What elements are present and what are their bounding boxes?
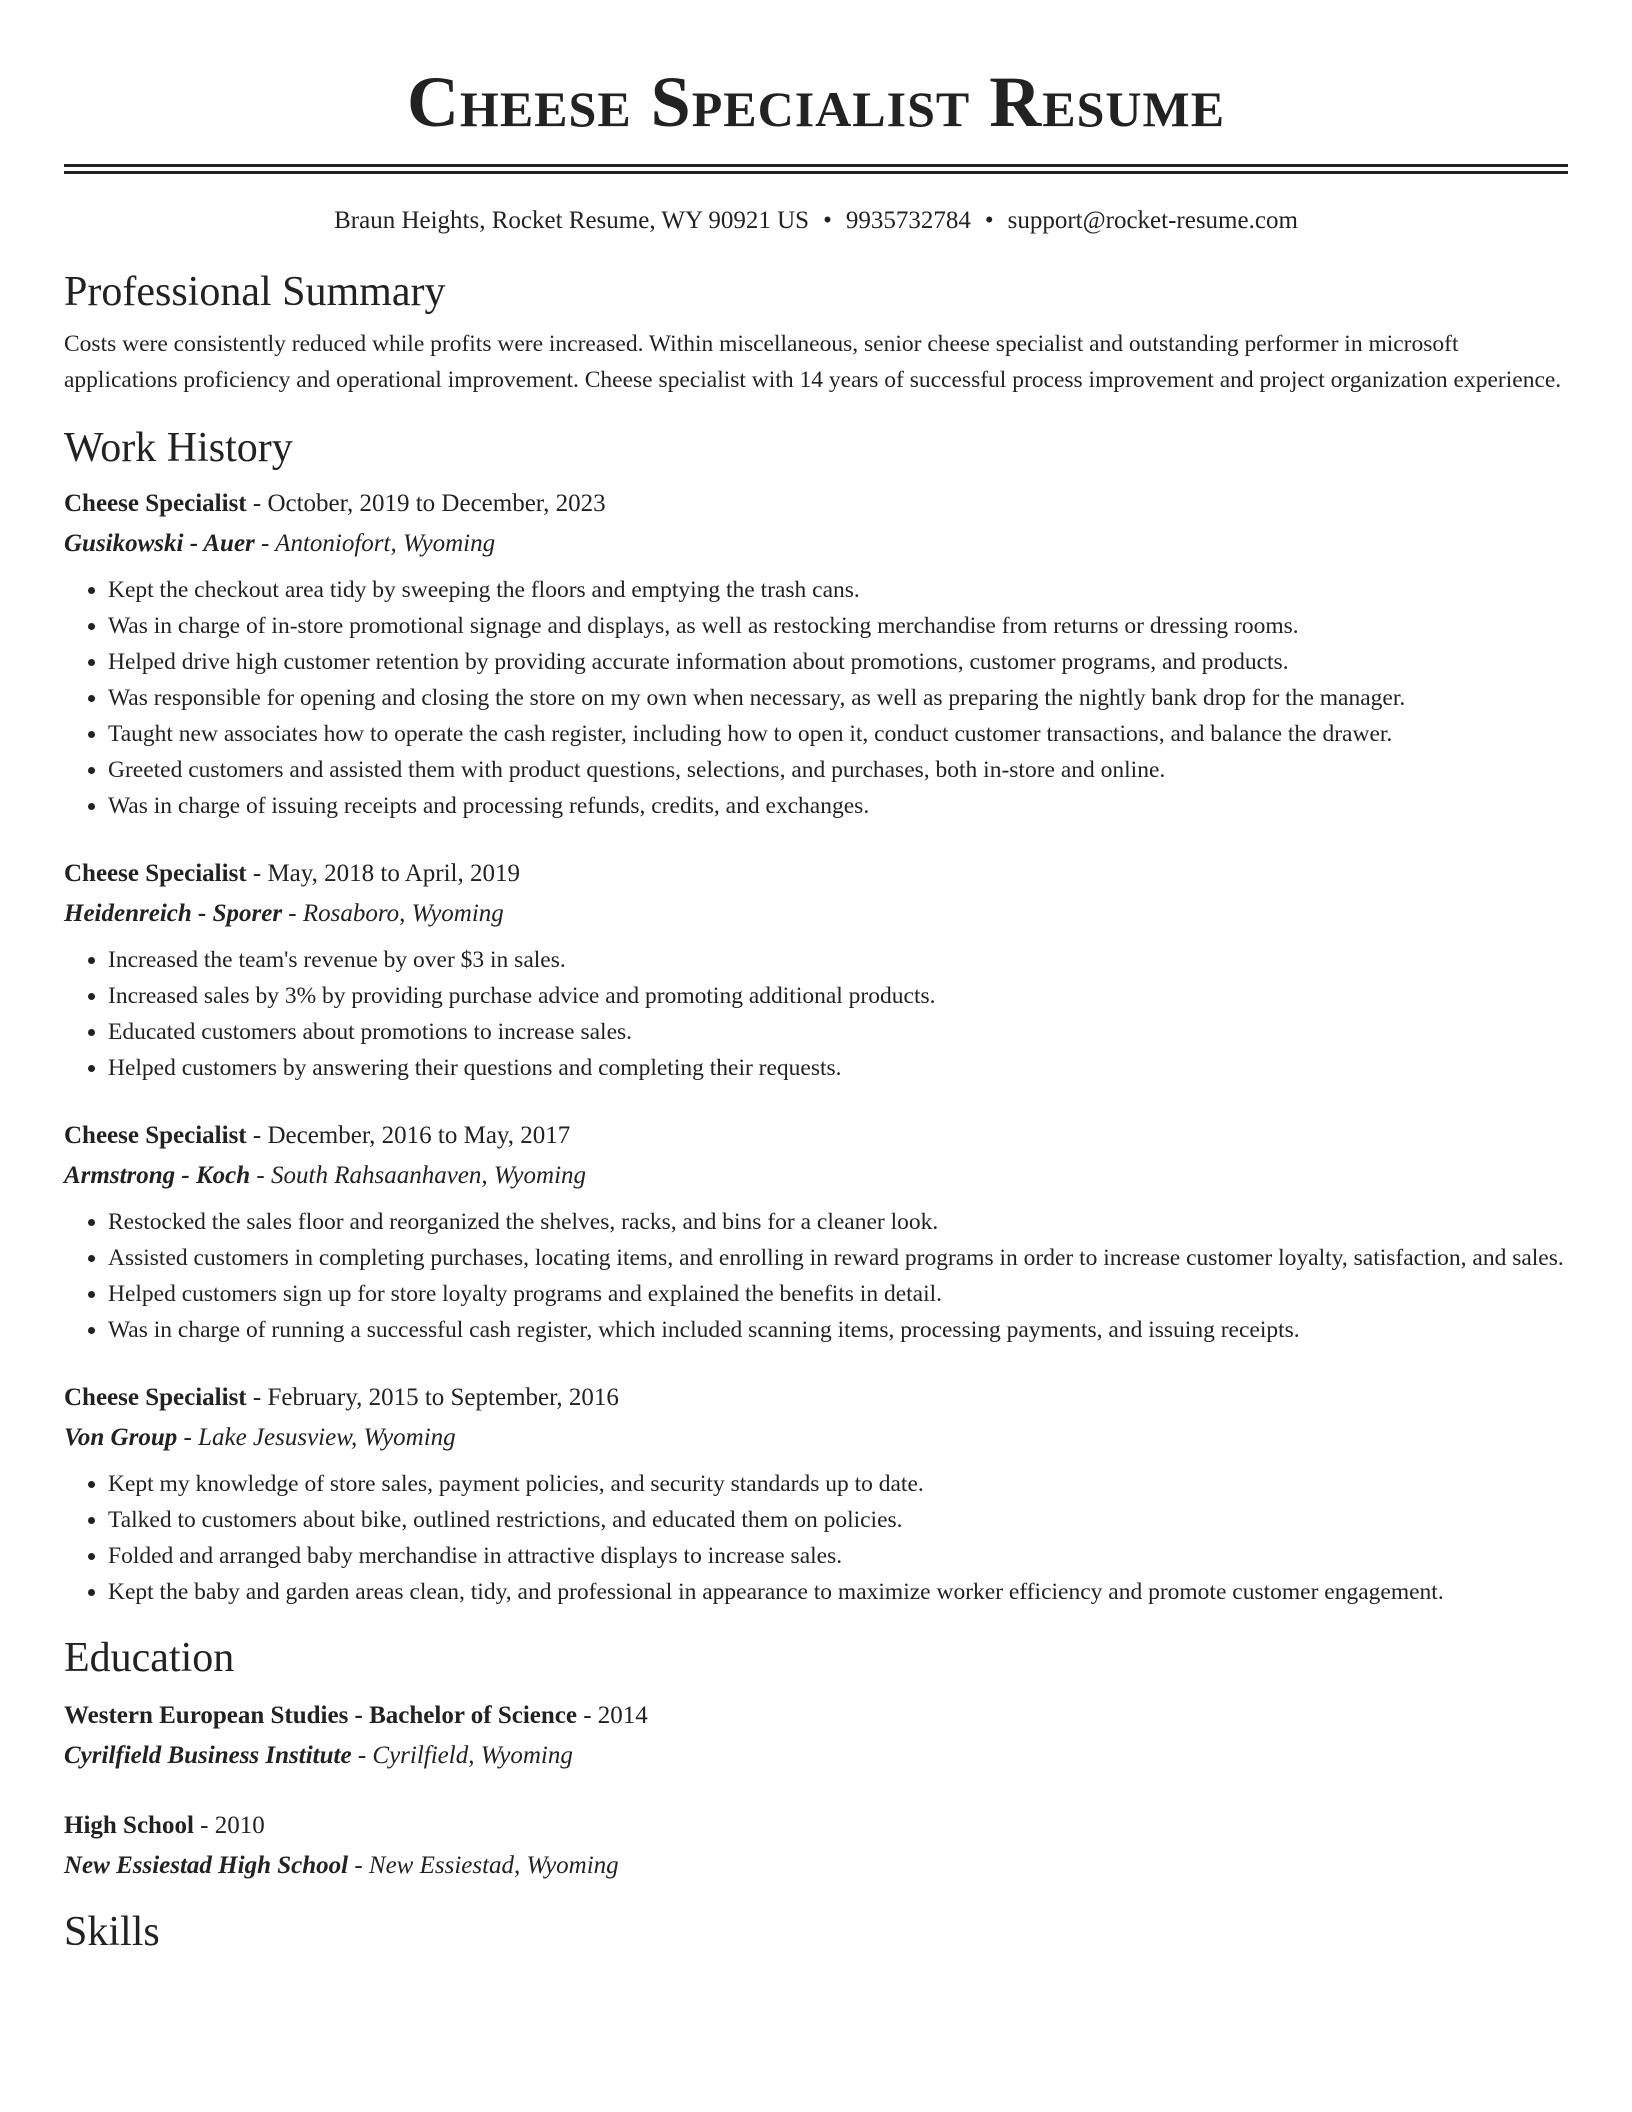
education-school-line: Cyrilfield Business Institute - Cyrilfield, Wyoming xyxy=(64,1742,573,1769)
summary-text: Costs were consistently reduced while profits were increased. Within miscellaneous, senior cheese specialist and outstanding performer in microsoft applications proficiency and operational improvement. Cheese specialist with 14 years of successful process improvement and project organization experience. xyxy=(64,331,1562,393)
list-item: • Talked to customers about bike, outlined restrictions, and educated them on policies. xyxy=(108,1502,1568,1538)
contact-separator: • xyxy=(823,207,832,234)
list-item: • Helped drive high customer retention by providing accurate information about promotions, customer programs, and products. xyxy=(108,644,1568,680)
resume-title: Cheese Specialist Resume xyxy=(406,62,1226,142)
contact-separator: • xyxy=(984,207,994,234)
title-divider xyxy=(64,164,1568,174)
list-item: • Increased sales by 3% by providing purchase advice and promoting additional products. xyxy=(108,978,1568,1014)
job-title: Cheese Specialist xyxy=(64,1384,247,1411)
job-entry xyxy=(64,1116,1568,1348)
job-location: Lake Jesusview, Wyoming xyxy=(198,1424,456,1451)
list-item: • Assisted customers in completing purchases, locating items, and enrolling in reward programs in order to increase customer loyalty, satisfaction, and sales. xyxy=(108,1240,1568,1276)
job-location: Rosaboro, Wyoming xyxy=(302,900,504,927)
education-degree: High School xyxy=(64,1812,194,1839)
job-dates: October, 2019 to December, 2023 xyxy=(267,490,606,517)
job-company: Heidenreich - Sporer xyxy=(64,900,283,927)
list-item: • Was responsible for opening and closing the store on my own when necessary, as well as preparing the nightly bank drop for the manager. xyxy=(108,680,1568,716)
job-company: Gusikowski - Auer xyxy=(64,530,255,557)
skills-heading: Skills xyxy=(64,1909,160,1955)
contact-line xyxy=(64,204,1568,238)
job-company: Von Group xyxy=(64,1424,178,1451)
job-title: Cheese Specialist xyxy=(64,860,247,887)
list-item: • Kept the checkout area tidy by sweeping the floors and emptying the trash cans. xyxy=(108,572,1568,608)
list-item: • Kept my knowledge of store sales, payment policies, and security standards up to date. xyxy=(108,1466,1568,1502)
list-item: • Increased the team's revenue by over $3 in sales. xyxy=(108,942,1568,978)
job-dates: February, 2015 to September, 2016 xyxy=(267,1384,619,1411)
job-title-line: Cheese Specialist - December, 2016 to May, 2017 xyxy=(64,1122,571,1149)
education-degree: Western European Studies - Bachelor of Science xyxy=(64,1702,577,1729)
list-item: • Restocked the sales floor and reorganized the shelves, racks, and bins for a cleaner look. xyxy=(108,1204,1568,1240)
education-degree-line: High School - 2010 xyxy=(64,1812,265,1839)
job-company-line: Gusikowski - Auer - Antoniofort, Wyoming xyxy=(64,530,496,557)
education-heading: Education xyxy=(64,1635,235,1681)
list-item: • Taught new associates how to operate the cash register, including how to open it, conduct customer transactions, and balance the drawer. xyxy=(108,716,1568,752)
job-title-line: Cheese Specialist - May, 2018 to April, 2019 xyxy=(64,860,520,887)
list-item: • Was in charge of issuing receipts and processing refunds, credits, and exchanges. xyxy=(108,788,1568,824)
list-item: • Folded and arranged baby merchandise in attractive displays to increase sales. xyxy=(108,1538,1568,1574)
education-year: 2014 xyxy=(597,1702,648,1729)
education-year: 2010 xyxy=(214,1812,265,1839)
list-item: • Was in charge of running a successful cash register, which included scanning items, processing payments, and issuing receipts. xyxy=(108,1312,1568,1348)
job-bullets xyxy=(64,942,1568,1086)
job-location: South Rahsaanhaven, Wyoming xyxy=(271,1162,587,1189)
education-school-line: New Essiestad High School - New Essiestad, Wyoming xyxy=(64,1852,619,1879)
job-bullets xyxy=(64,1466,1568,1610)
job-company-line: Heidenreich - Sporer - Rosaboro, Wyoming xyxy=(64,900,504,927)
job-title-line: Cheese Specialist - October, 2019 to December, 2023 xyxy=(64,490,606,517)
contact-phone: 9935732784 xyxy=(845,207,971,234)
job-bullets xyxy=(64,1204,1568,1348)
list-item: • Helped customers sign up for store loyalty programs and explained the benefits in detail. xyxy=(108,1276,1568,1312)
job-entry xyxy=(64,484,1568,824)
job-entry xyxy=(64,1378,1568,1610)
job-bullets xyxy=(64,572,1568,824)
summary-heading: Professional Summary xyxy=(64,269,446,315)
list-item: • Kept the baby and garden areas clean, tidy, and professional in appearance to maximize worker efficiency and promote customer engagement. xyxy=(108,1574,1568,1610)
job-location: Antoniofort, Wyoming xyxy=(275,530,496,557)
job-title: Cheese Specialist xyxy=(64,490,247,517)
list-item: • Greeted customers and assisted them with product questions, selections, and purchases, both in-store and online. xyxy=(108,752,1568,788)
contact-email: support@rocket-resume.com xyxy=(1007,207,1298,234)
education-entry xyxy=(64,1806,1568,1886)
list-item: • Helped customers by answering their questions and completing their requests. xyxy=(108,1050,1568,1086)
job-company-line: Von Group - Lake Jesusview, Wyoming xyxy=(64,1424,456,1451)
job-title-line: Cheese Specialist - February, 2015 to September, 2016 xyxy=(64,1384,619,1411)
job-entry xyxy=(64,854,1568,1086)
work-history-heading: Work History xyxy=(64,425,293,471)
education-school: New Essiestad High School xyxy=(64,1852,349,1879)
job-dates: December, 2016 to May, 2017 xyxy=(267,1122,571,1149)
job-company-line: Armstrong - Koch - South Rahsaanhaven, Wyoming xyxy=(64,1162,587,1189)
job-company: Armstrong - Koch xyxy=(64,1162,251,1189)
job-title: Cheese Specialist xyxy=(64,1122,247,1149)
contact-address: Braun Heights, Rocket Resume, WY 90921 US xyxy=(334,207,810,234)
job-dates: May, 2018 to April, 2019 xyxy=(267,860,520,887)
list-item: • Was in charge of in-store promotional signage and displays, as well as restocking merchandise from returns or dressing rooms. xyxy=(108,608,1568,644)
education-entry xyxy=(64,1696,1568,1776)
list-item: • Educated customers about promotions to increase sales. xyxy=(108,1014,1568,1050)
education-location: Cyrilfield, Wyoming xyxy=(372,1742,573,1769)
education-location: New Essiestad, Wyoming xyxy=(368,1852,619,1879)
education-degree-line: Western European Studies - Bachelor of Science - 2014 xyxy=(64,1702,648,1729)
education-school: Cyrilfield Business Institute xyxy=(64,1742,352,1769)
